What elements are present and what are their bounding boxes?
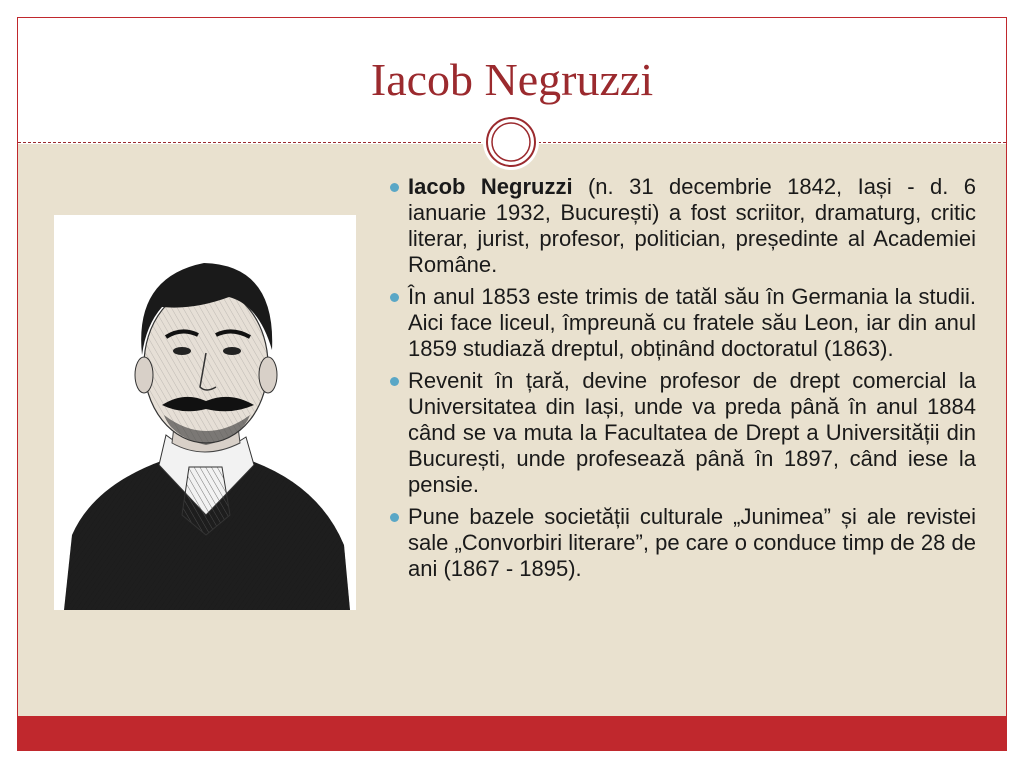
list-item — [408, 368, 976, 498]
slide-title: Iacob Negruzzi — [370, 54, 654, 105]
bullet-list — [408, 174, 976, 588]
bullet-icon — [390, 377, 399, 386]
list-item — [408, 284, 976, 362]
bullet-text: În anul 1853 este trimis de tatăl său în Germania la studii. Aici face liceul, împreună cu fratele său Leon, iar din anul 1859 studiază dreptul, obținând doctoratul (1863). — [408, 284, 976, 361]
bottom-accent-bar — [18, 716, 1006, 750]
engraved-portrait-icon — [54, 215, 356, 610]
bullet-icon — [390, 183, 399, 192]
bullet-lead: Iacob Negruzzi — [408, 174, 573, 199]
bullet-text: (n. 31 decembrie 1842, Iași - d. 6 ianuarie 1932, București) a fost scriitor, dramaturg, critic literar, jurist, profesor, politician, președinte al Academiei Române. — [408, 174, 976, 277]
bullet-text: Revenit în țară, devine profesor de drept comercial la Universitatea din Iași, unde va preda până în anul 1884 când se va muta la Facultatea de Drept a Universității din București, unde profesează până în 1897, când iese la pensie. — [408, 368, 976, 497]
bullet-text: Pune bazele societății culturale „Junimea” și ale revistei sale „Convorbiri literare”, pe care o conduce timp de 28 de ani (1867 - 1895). — [408, 504, 976, 581]
list-item — [408, 174, 976, 278]
list-item — [408, 504, 976, 582]
slide-frame — [17, 17, 1007, 751]
circle-ornament-icon — [481, 112, 541, 172]
bullet-icon — [390, 513, 399, 522]
bullet-icon — [390, 293, 399, 302]
